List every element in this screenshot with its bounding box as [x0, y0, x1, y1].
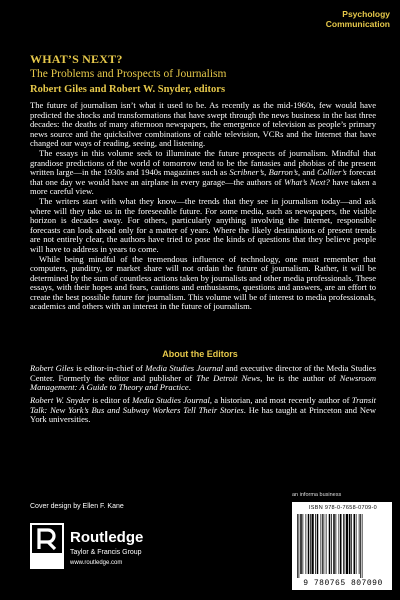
barcode-bar	[303, 514, 304, 574]
editors-line: Robert Giles and Robert W. Snyder, editors	[30, 84, 226, 95]
about-editors-heading: About the Editors	[162, 349, 238, 359]
cover-design-credit: Cover design by Ellen F. Kane	[30, 503, 124, 510]
barcode-bar	[312, 514, 314, 574]
barcode-bar	[317, 514, 319, 574]
barcode-bar	[356, 514, 357, 574]
barcode-bar	[346, 514, 348, 574]
book-subtitle: The Problems and Prospects of Journalism	[30, 68, 227, 80]
barcode-bar	[331, 514, 332, 574]
barcode-bar	[340, 514, 342, 574]
barcode-bar	[359, 514, 360, 574]
publisher-logo	[30, 523, 230, 575]
barcode-bar	[310, 514, 311, 574]
publisher-name: Routledge	[70, 529, 144, 546]
blurb-paragraph: The writers start with what they know—the trends that they see in journalism today—and ask where will they take us in the foreseeable future. For some media, such as newspapers, the visible horizon is decades away. For others, particularly anything involving the Internet, responsible forecasts can look ahead only for a matter of years. Where the likely destinations of present trends are not entirely clear, the authors have tried to pose the kinds of questions that they believe people will have to address in years to come.	[30, 195, 376, 254]
isbn-barcode	[292, 502, 392, 590]
bio-text: Robert Giles is editor-in-chief of Media Studies Journal and executive director of the Media Studies Center. Formerly the editor and publisher of The Detroit News, he is the author of Newsroom Management: A Guide to Theory and Practice.	[30, 363, 377, 393]
publisher-url: www.routledge.com	[70, 560, 123, 566]
barcode-bar	[333, 514, 335, 574]
editor-bio-giles	[30, 364, 376, 393]
barcode-bar	[324, 514, 325, 574]
isbn-label: ISBN 978-0-7658-0709-0	[308, 505, 378, 511]
barcode-digits: 9 780765 807090	[303, 579, 383, 588]
barcode-bar	[306, 514, 307, 574]
barcode-bar	[343, 514, 344, 574]
bio-text: Robert W. Snyder is editor of Media Studies Journal, a historian, and most recently author of Transit Talk: New York’s Bus and Subway Workers Tell Their Stories. He has taught at Princeton and New York universities.	[30, 395, 377, 425]
blurb-paragraph: The future of journalism isn’t what it used to be. As recently as the mid-1960s, few would have predicted the shocks and transformations that have swept through the news business in the last three decades: the deaths of many afternoon newspapers, the emergence of television as people’s primary news source and the quicksilver combinations of cable television, VCRs and the Internet that have changed our ways of reading, seeing, and listening.	[30, 100, 376, 149]
barcode-bar	[349, 514, 351, 574]
informa-tagline: an informa business	[292, 492, 342, 498]
barcode-bar	[360, 514, 361, 578]
barcode-bar	[339, 514, 340, 574]
blurb-paragraph: The essays in this volume seek to illuminate the future prospects of journalism. Mindful that grandiose predictions of the world of tomorrow tend to be the fantasies and phobias of the present written large—in the 1930s and 1940s magazines such as Scribner’s, Barron’s, and Collier’s forecast that one day we would have an airplane in every garage—the authors of What’s Next? have taken a more careful view.	[30, 147, 376, 197]
barcode-bar	[308, 514, 310, 574]
barcode-bar	[354, 514, 356, 574]
subject-categories	[326, 9, 390, 29]
barcode-bar	[326, 514, 327, 574]
barcode-bar	[321, 514, 322, 574]
barcode-bar	[299, 514, 300, 578]
blurb-paragraph: While being mindful of the tremendous influence of technology, one must remember that computers, punditry, or market share will not ordain the future of journalism. Rather, it will be determined by the sum of countless actions taken by journalists and other media professionals. These essays, with their hopes and fears, cautions and enthusiasms, questions and answers, are an effort to create the best possible future for journalism. This volume will be of interest to media professionals, academics and others with an interest in the future of journalism.	[30, 253, 376, 312]
barcode-bar	[329, 514, 331, 574]
barcode-bars	[295, 514, 389, 578]
barcode-bar	[297, 514, 298, 578]
editor-bio-snyder	[30, 396, 376, 425]
blurb	[30, 101, 376, 312]
book-title: WHAT’S NEXT?	[30, 52, 123, 66]
barcode-bar	[300, 514, 302, 574]
barcode-bar	[362, 514, 363, 578]
barcode-bar	[336, 514, 337, 574]
barcode-bar	[351, 514, 352, 574]
subject-2: Communication	[325, 19, 390, 29]
publisher-group: Taylor & Francis Group	[70, 549, 142, 556]
barcode-bar	[345, 514, 346, 574]
routledge-logo-icon	[30, 523, 64, 569]
barcode-bar	[322, 514, 323, 574]
barcode-bar	[315, 514, 316, 574]
subject-1: Psychology	[342, 9, 390, 19]
